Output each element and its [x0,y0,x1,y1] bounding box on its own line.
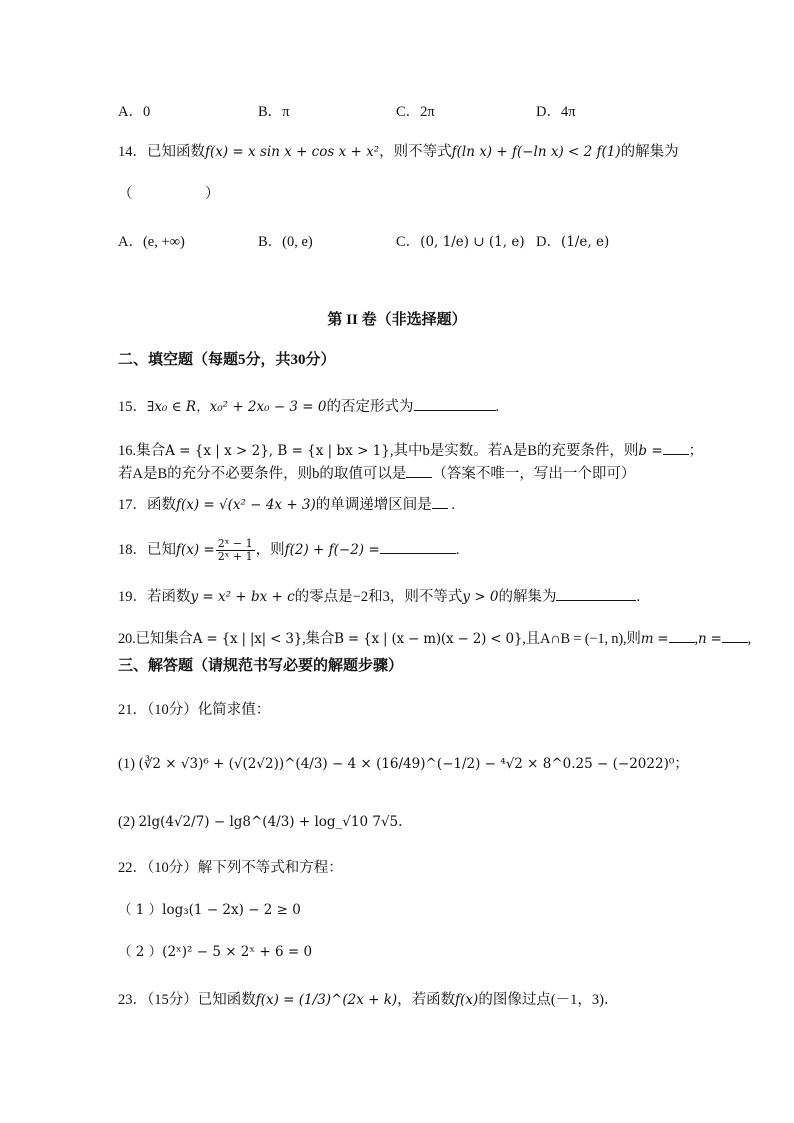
q14-option-c-label: C． [396,234,421,250]
q23 [118,990,619,1010]
q21-part1-end: ； [674,756,689,772]
q22-part2: （ 2 ）(2ˣ)² − 5 × 2ˣ + 6 = 0 [118,944,313,960]
q21-part2-end: ． [398,814,413,830]
q16-sets: A = {x | x > 2}, B = {x | bx > 1} [165,443,390,459]
q19-inequality: y > 0 [462,589,499,605]
q18-answer-blank [380,539,456,554]
q21-title: 21．（10分）化简求值： [118,702,271,718]
q16-var-b: b = [638,443,663,459]
q14-inequality: f(ln x) + f(−ln x) < 2 f(1) [451,144,621,160]
q19-expression: y = x² + bx + c [190,589,295,605]
q23-end: 的图像过点(－1，3)． [478,992,619,1008]
q17-text: 的单调递增区间是 [315,497,432,513]
q16-prefix: 16.集合 [118,443,166,459]
q18-number: 18．已知 [118,541,176,558]
q23-function-ref: f(x) [455,992,479,1008]
q14-option-d [536,232,609,252]
q14-number: 14．已知函数 [118,144,205,160]
q21-part1 [118,754,689,774]
q19-answer-blank [556,586,636,601]
q14-function: f(x) = x sin x + cos x + x² [205,144,380,160]
q13-option-a: A．0 [118,104,151,120]
q16-line2-tail: （答案不唯一，写出一个即可） [432,466,636,482]
q23-function: f(x) = (1/3)^(2x + k) [255,992,398,1008]
q14-option-c [396,232,525,252]
q20-prefix: 20.已知集合 [118,631,193,647]
q13-option-c: C．2π [396,104,435,120]
q15: 15．∃x₀ ∈ R，x₀² + 2x₀ − 3 = 0的否定形式为 . [118,396,499,417]
q14-option-d-value: (1/e, e) [560,234,610,250]
q16-line1: 16.集合A = {x | x > 2}, B = {x | bx > 1},其中b是实数。若A是B的充要条件，则b = ； [118,440,703,461]
q17-answer-blank [432,494,448,509]
q14-option-c-value: (0, 1/e) ∪ (1, e) [420,234,525,250]
fill-section-title: 二、填空题（每题5分，共30分） [118,352,336,368]
q15-text: 的否定形式为 [326,399,414,415]
q16-line2 [118,463,635,484]
q17-expression: f(x) = √(x² − 4x + 3) [176,497,316,513]
q16-mid: ,其中b是实数。若A是B的充要条件，则 [389,443,639,459]
q13-option-b: B．π [258,104,290,120]
q20-set-b: B = {x | (x − m)(x − 2) < 0} [334,631,523,647]
q18: 18．已知f(x) = $\frac{\text{2ˣ − 1}}{\text{2ˣ + 1}}$ ，则f(2) + f(−2) = . [118,537,460,563]
q21-part2-label: (2) [118,814,135,830]
q18-func-lhs: f(x) = [176,541,215,558]
q16-blank-1 [663,440,689,455]
q21-part1-expression: (∛2 × √3)⁶ + (√(2√2))^(4/3) − 4 × (16/49)^(−1/2) − ⁴√2 × 8^0.25 − (−2022)⁰ [138,756,675,772]
q22-title: 22．（10分）解下列不等式和方程： [118,860,343,876]
q20-set-a: A = {x | |x| < 3} [192,631,303,647]
q14-middle: ，则不等式 [379,144,452,160]
q20: 20.已知集合A = {x | |x| < 3},集合B = {x | (x − m)(x − 2) < 0},且A∩B = (−1, n),则m = ,n = , [118,628,751,649]
q18-denominator: 2ˣ + 1 [217,550,253,563]
q14-stem [118,142,679,162]
q20-n: n = [697,631,722,647]
answer-section-title: 三、解答题（请规范书写必要的解题步骤） [118,658,404,674]
q17-number: 17．函数 [118,497,176,513]
q19: 19．若函数y = x² + bx + c的零点是−2和3，则不等式y > 0的解集为 . [118,586,640,607]
q20-blank-n [722,628,748,643]
q14-answer-paren: （ ） [118,186,220,202]
q13-option-d: D．4π [536,104,576,120]
q23-title: 23．（15分）已知函数 [118,992,256,1008]
q23-mid: ，若函数 [397,992,456,1008]
q14-option-b: B．(0, e) [258,234,313,250]
section-2-title: 第 II 卷（非选择题） [327,312,467,328]
q15-expression: ∃x₀ ∈ R，x₀² + 2x₀ − 3 = 0 [147,399,327,415]
q21-part2-expression: 2lg(4√2/7) − lg8^(4/3) + log_√10 7√5 [138,814,399,830]
q15-answer-blank [414,396,496,411]
q14-option-a: A．(e, +∞) [118,234,185,250]
q14-option-d-label: D． [536,234,561,250]
q22-part1: （ 1 ）log₃(1 − 2x) − 2 ≥ 0 [118,902,301,918]
q20-mid: ,集合 [302,631,335,647]
q18-numerator: 2ˣ − 1 [217,537,253,550]
q18-fraction [216,538,255,563]
q18-middle: ，则 [255,541,285,558]
q20-blank-m [669,628,695,643]
q20-m: m = [640,631,669,647]
q21-part1-label: (1) [118,756,135,772]
q19-mid1: 的零点是 [294,589,353,605]
q19-end: 的解集为 [498,589,557,605]
q16-blank-2 [406,463,432,478]
q19-zeros: −2和3 [352,589,390,605]
q21-part2 [118,812,413,832]
q16-line2-text: 若A是B的充分不必要条件，则b的取值可以是 [118,466,407,482]
q19-number: 19．若函数 [118,589,191,605]
q15-number: 15． [118,399,147,415]
q18-expression: f(2) + f(−2) = [284,541,380,558]
q14-ending: 的解集为 [620,144,679,160]
q17: 17．函数f(x) = √(x² − 4x + 3)的单调递增区间是 . [118,494,455,515]
q19-mid2: ，则不等式 [389,589,463,605]
q20-and: ,且A∩B = (−1, n),则 [522,631,641,647]
